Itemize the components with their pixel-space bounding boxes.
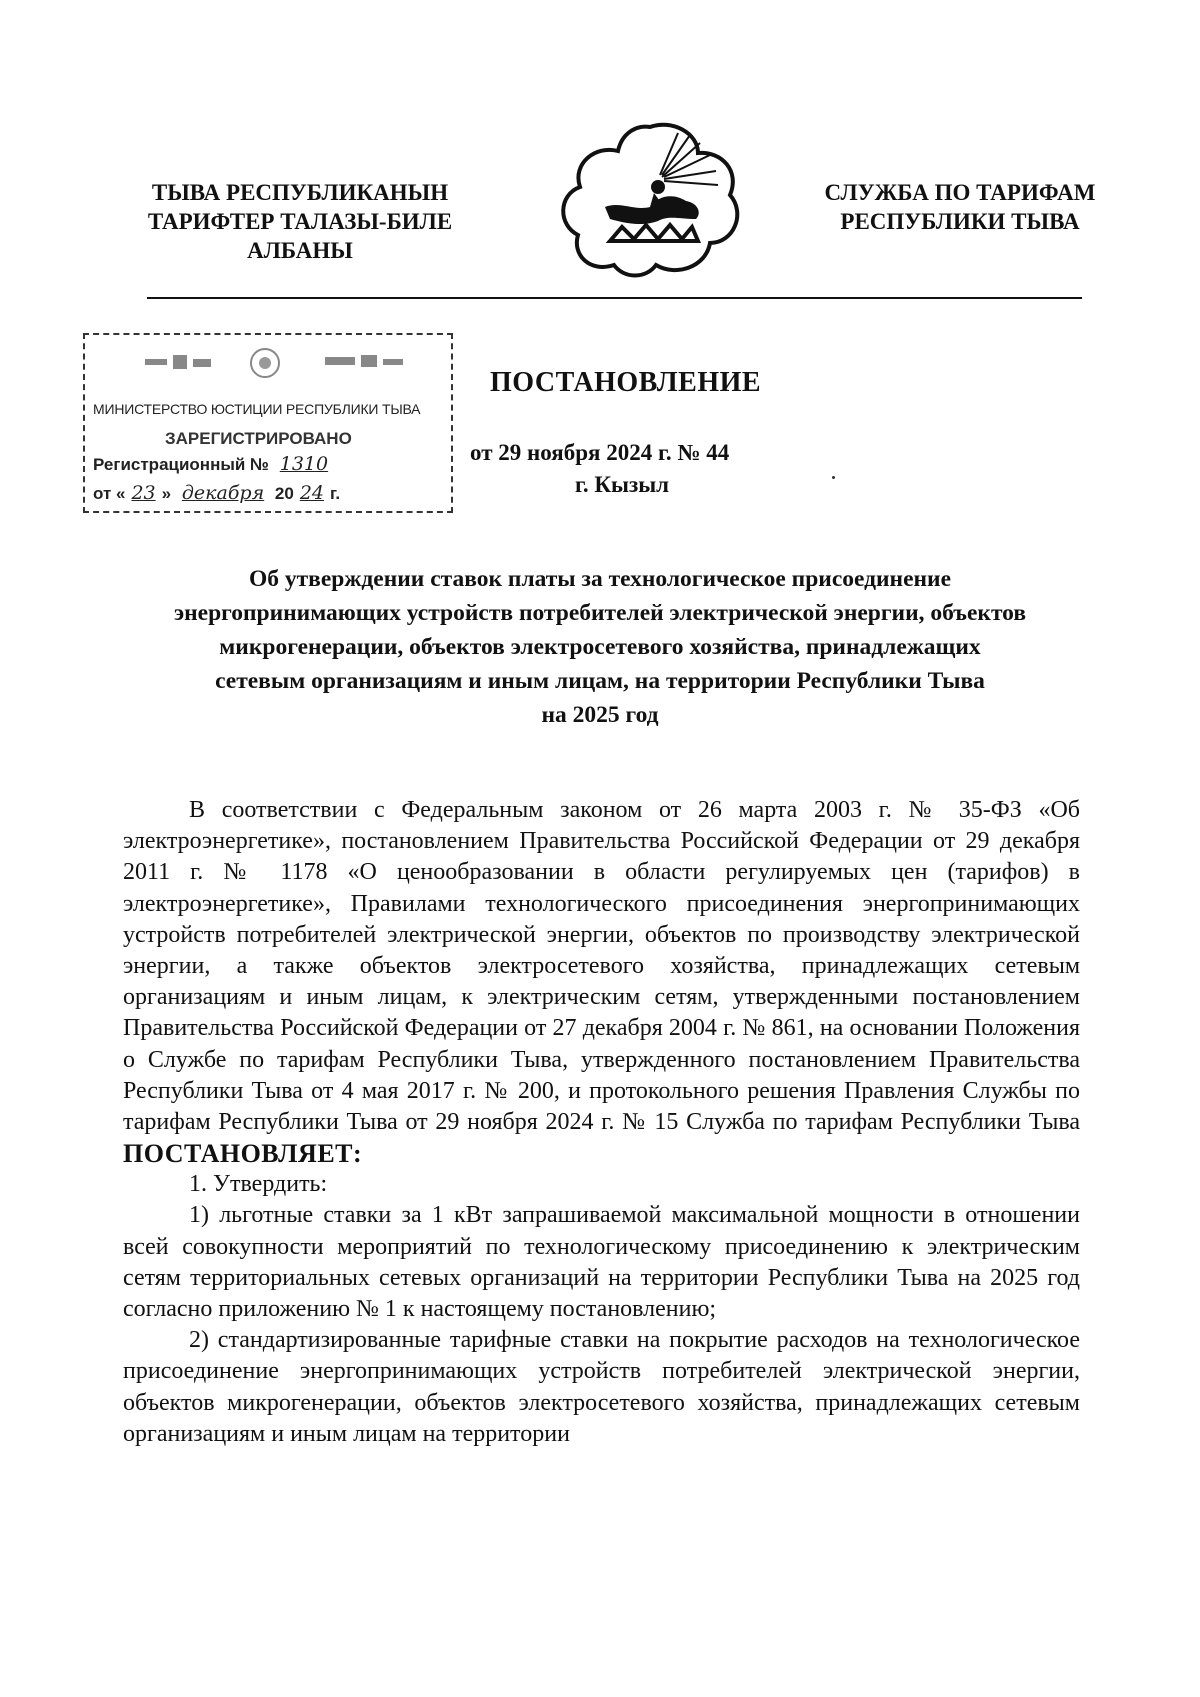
resolves-heading: ПОСТАНОВЛЯЕТ: xyxy=(123,1139,363,1169)
stamp-ministry: МИНИСТЕРСТВО ЮСТИЦИИ РЕСПУБЛИКИ ТЫВА xyxy=(93,401,421,417)
header-right-russian xyxy=(800,178,1120,236)
stamp-reg-label: Регистрационный № xyxy=(93,455,269,474)
item-1: 1. Утвердить: xyxy=(189,1171,328,1198)
document-city: г. Кызыл xyxy=(575,472,670,497)
header-divider xyxy=(147,297,1082,299)
header-right-line-1: СЛУЖБА ПО ТАРИФАМ xyxy=(824,180,1096,205)
title-line-4: сетевым организациям и иным лицам, на территории Республики Тыва xyxy=(215,668,985,694)
tuva-coat-of-arms-icon xyxy=(550,115,750,285)
stamp-date-year-prefix: 20 xyxy=(274,484,294,503)
stamp-reg-number: 1310 xyxy=(279,453,329,475)
stamp-date-year: 24 xyxy=(299,482,325,504)
stamp-status: ЗАРЕГИСТРИРОВАНО xyxy=(165,429,352,448)
document-date-number: от 29 ноября 2024 г. № 44 xyxy=(470,440,730,465)
document-title xyxy=(120,562,1080,732)
header-right-line-2: РЕСПУБЛИКИ ТЫВА xyxy=(840,209,1080,234)
item-1-1: 1) льготные ставки за 1 кВт запрашиваемой максимальной мощности в отношении всей совокупности мероприятий по технологическому присоединению к электрическим сетям территориальных сетевых организаций на территории Республики Тыва на 2025 год согласно приложению № 1 к настоящему постановлению; xyxy=(123,1202,1080,1323)
document-type: ПОСТАНОВЛЕНИЕ xyxy=(490,367,762,398)
header-left-line-2: ТАРИФТЕР ТАЛАЗЫ-БИЛЕ xyxy=(147,209,453,234)
stamp-date-mid: » xyxy=(161,484,172,503)
header-left-line-3: АЛБАНЫ xyxy=(247,238,353,263)
stamp-date-month: декабря xyxy=(181,482,265,504)
document-body xyxy=(123,795,1080,1450)
stamp-date-suffix: г. xyxy=(330,484,341,503)
registration-stamp xyxy=(83,333,453,513)
title-line-5: на 2025 год xyxy=(541,702,659,728)
stamp-date-prefix: от « xyxy=(93,484,126,503)
stamp-emblem-icon xyxy=(125,345,425,385)
stamp-registration xyxy=(93,453,443,475)
title-line-1: Об утверждении ставок платы за технологическое присоединение xyxy=(248,566,952,592)
scan-speck xyxy=(832,476,835,479)
title-line-2: энергопринимающих устройств потребителей электрической энергии, объектов xyxy=(173,600,1027,626)
stamp-date-day: 23 xyxy=(131,482,156,504)
title-line-3: микрогенерации, объектов электросетевого хозяйства, принадлежащих xyxy=(219,634,981,660)
header-left-line-1: ТЫВА РЕСПУБЛИКАНЫН xyxy=(151,180,449,205)
item-1-2: 2) стандартизированные тарифные ставки на покрытие расходов на технологическое присоединение энергопринимающих устройств потребителей электрической энергии, объектов микрогенерации, объектов электросетевого хозяйства, принадлежащих сетевым организациям и иным лицам на территории xyxy=(123,1327,1080,1447)
header-left-tuvan xyxy=(130,178,470,265)
preamble-paragraph: В соответствии с Федеральным законом от 26 марта 2003 г. № 35-ФЗ «Об электроэнергетике», постановлением Правительства Российской Федерации от 29 декабря 2011 г. № 1178 «О ценообразовании в области регулируемых цен (тарифов) в электроэнергетике», Правилами технологического присоединения энергопринимающих устройств потребителей электрической энергии, объектов по производству электрической энергии, а также объектов электросетевого хозяйства, принадлежащих сетевым организациям и иным лицам, к электрическим сетям, утвержденными постановлением Правительства Российской Федерации от 27 декабря 2004 г. № 861, на основании Положения о Службе по тарифам Республики Тыва, утвержденного постановлением Правительства Республики Тыва от 4 мая 2017 г. № 200, и протокольного решения Правления Службы по тарифам Республики Тыва от 29 ноября 2024 г. № 15 Служба по тарифам Республики Тыва xyxy=(123,797,1080,1136)
stamp-date xyxy=(93,482,443,504)
